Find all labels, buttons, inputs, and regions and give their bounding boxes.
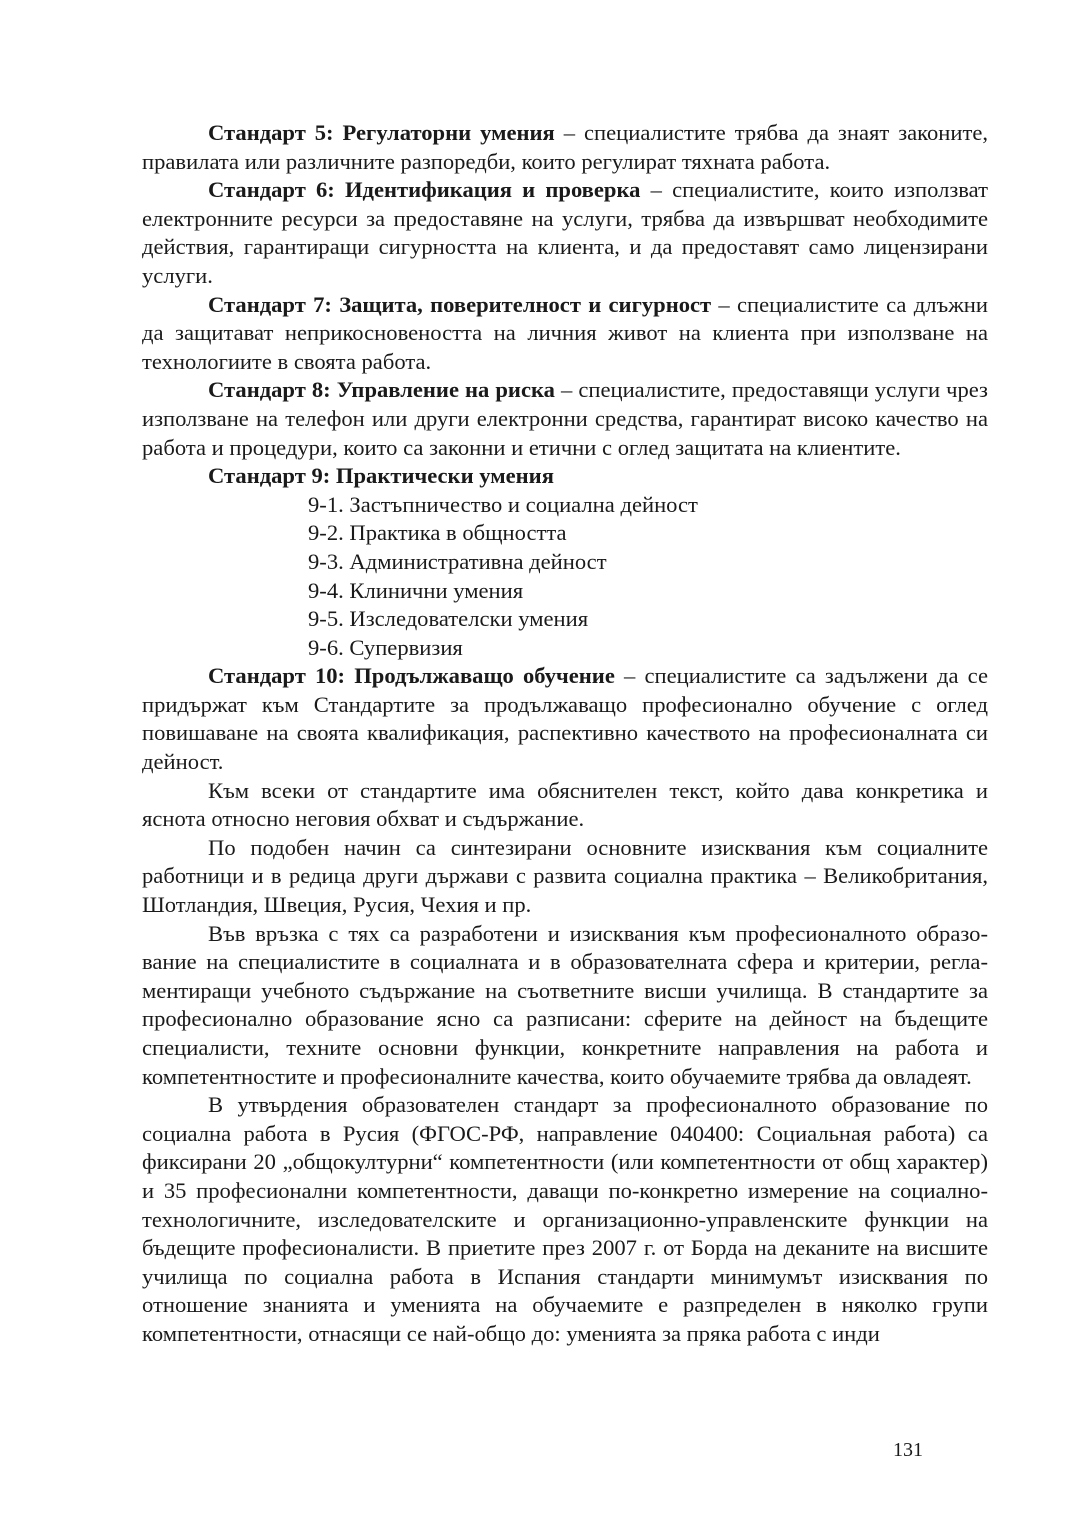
body-paragraph: В утвърдения образователен стандарт за професионалното образование по социална работа в Русия (ФГОС-РФ, направление 040400: Социальная работа) са фиксирани 20 „общокултурни“ компетентности (или компетентности от общ характер) и 35 професионални компетентности, даващи по-конкретно измерение на социално-технологичните, изследователските и организационно-управленските функции на бъдещите професионалисти. В приетите през 2007 г. от Борда на деканите на висшите училища по социална работа в Испания стандарти минимумът изисквания по отношение знанията и уменията на обучаемите е разпределен в няколко групи компетентности, отнасящи се най-общо до: уменията за пряка работа с инди — [142, 1092, 988, 1346]
list-item: 9-4. Клинични умения — [308, 577, 524, 603]
dash-separator: – — [554, 120, 584, 145]
standard-8-text: специалистите, предоставящи услуги чрез използване на телефон или други електронни средства, гарантират високо качество на работа и процедури, които са законни и етични с оглед защитата на клиентите. — [142, 377, 988, 460]
standard-8-title: Стандарт 8: Управление на риска — [208, 377, 555, 403]
standard-6-paragraph — [142, 176, 988, 290]
standard-6-title: Стандарт 6: Идентификация и проверка — [208, 177, 641, 203]
standard-5-paragraph — [142, 119, 988, 176]
list-item: 9-5. Изследователски умения — [308, 606, 589, 632]
standard-10-title: Стандарт 10: Продължаващо обучение — [208, 663, 615, 689]
standard-5-text: специалистите трябва да знаят законите, правилата или различните разпоредби, които регулират тяхната работа. — [142, 120, 989, 174]
body-paragraph: Към всеки от стандартите има обяснителен текст, който дава конкретика и яснота относно неговия обхват и съдържание. — [142, 777, 988, 832]
list-item: 9-1. Застъпничество и социална дейност — [308, 491, 698, 517]
dash-separator: – — [554, 377, 579, 403]
list-item: 9-2. Практика в общността — [308, 520, 567, 546]
page-number: 131 — [893, 1439, 923, 1461]
standard-10-paragraph — [142, 662, 988, 776]
list-item: 9-3. Административна дейност — [308, 548, 607, 574]
standard-10-text: специалистите са задължени да се придържат към Стандартите за продължаващо професионално обучение с оглед повишаване на своята квалификация, распективно качеството на професионалната си дейност. — [142, 663, 989, 775]
standard-6-text: специалистите, които използват електронните ресурси за предоставяне на услуги, трябва да извършват необходимите действия, гарантиращи сигурността на клиента, и да предоставят само лицензирани услуги. — [142, 177, 988, 288]
standard-8-paragraph — [142, 376, 988, 462]
standard-5-title: Стандарт 5: Регулаторни умения — [208, 120, 555, 145]
standard-7-paragraph — [142, 291, 988, 377]
standard-7-title: Стандарт 7: Защита, поверителност и сигурност — [208, 291, 712, 317]
dash-separator: – — [711, 291, 738, 317]
page-content — [142, 119, 988, 1349]
body-paragraph: По подобен начин са синтезирани основните изисквания към социалните работници и в редица други държави с развита социална практика – Великобритания, Шотландия, Швеция, Русия, Чехия и пр. — [142, 834, 988, 918]
standard-9-list — [142, 491, 988, 663]
standard-7-text: специалистите са длъжни да защитават неприкосновеността на личния живот на клиента при използване на технологиите в своята работа. — [142, 291, 988, 374]
standard-9-title: Стандарт 9: Практически умения — [208, 463, 554, 489]
dash-separator: – — [640, 177, 673, 203]
dash-separator: – — [614, 663, 645, 689]
body-paragraph: Във връзка с тях са разработени и изисквания към професионалното образование на специалистите в социалната и в образователната сфера и критерии, регламентиращи учебното съдържание на съответните висши училища. В стандартите за професионално образование ясно са разписани: сферите на дейност на бъдещите специалисти, техните основни функции, конкретните направления на работа и компетентностите и професионалните качества, които обучаемите трябва да овладеят. — [142, 920, 988, 1089]
list-item: 9-6. Супервизия — [308, 634, 463, 660]
